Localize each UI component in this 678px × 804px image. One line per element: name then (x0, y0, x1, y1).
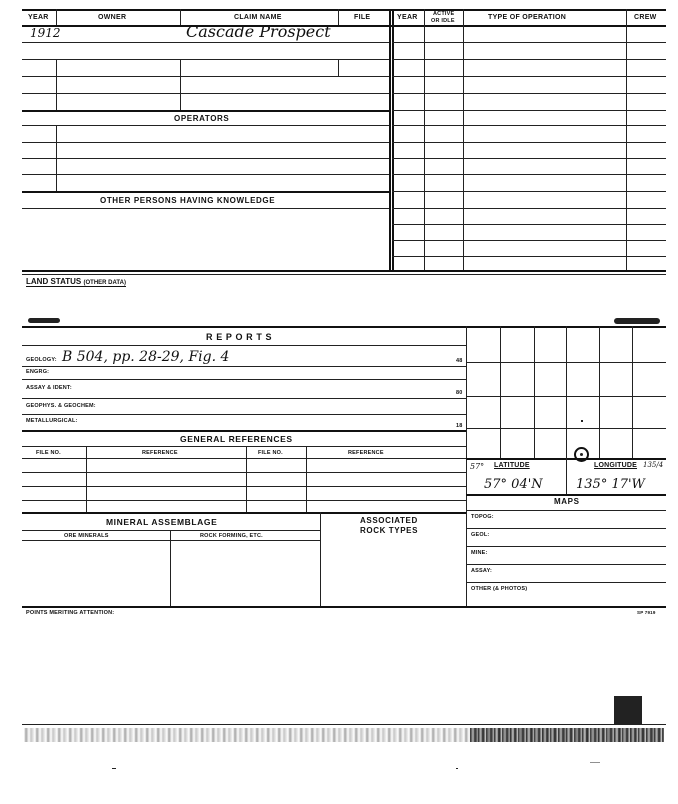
geophys-label: GEOPHYS. & GEOCHEM: (26, 403, 96, 409)
latitude-label: LATITUDE (494, 462, 530, 469)
col-owner: OWNER (98, 14, 127, 21)
rock-forming-label: ROCK FORMING, ETC. (200, 533, 263, 539)
col-file: FILE (354, 14, 371, 21)
metallurgical-code: 18 (456, 423, 463, 429)
general-references-heading: GENERAL REFERENCES (180, 434, 293, 444)
scan-speck (112, 768, 116, 769)
mineral-assemblage-heading: MINERAL ASSEMBLAGE (106, 517, 218, 527)
ref-reference-2: REFERENCE (348, 450, 384, 456)
rock-types-heading: ROCK TYPES (360, 526, 419, 535)
col-claim-name: CLAIM NAME (234, 14, 282, 21)
scan-noise-band-dark (470, 728, 664, 742)
points-meriting-attention: POINTS MERITING ATTENTION: (26, 610, 115, 616)
maps-heading: MAPS (554, 497, 580, 506)
col-year: YEAR (28, 14, 49, 21)
geology-label: GEOLOGY: (26, 357, 57, 363)
maps-topog-label: TOPOG: (471, 514, 494, 520)
scan-speck (590, 762, 600, 763)
maps-geol-label: GEOL: (471, 532, 490, 538)
engrg-label: ENGRG: (26, 369, 50, 375)
entry-claim-name: Cascade Prospect (186, 22, 331, 41)
ref-file-no-1: FILE NO. (36, 450, 61, 456)
scan-smudge (28, 318, 60, 323)
assay-code: 80 (456, 390, 463, 396)
maps-mine-label: MINE: (471, 550, 488, 556)
other-persons-heading: OTHER PERSONS HAVING KNOWLEDGE (100, 196, 276, 205)
ore-minerals-label: ORE MINERALS (64, 533, 109, 539)
col-crew: CREW (634, 14, 657, 21)
scan-smudge (614, 318, 660, 324)
longitude-note: 135/4 (643, 461, 664, 469)
maps-other-label: OTHER (& PHOTOS) (471, 586, 528, 592)
form-number: SP 7919 (637, 610, 656, 615)
col-type-of-operation: TYPE OF OPERATION (488, 14, 567, 21)
scan-speck (456, 768, 458, 769)
geology-code: 48 (456, 358, 463, 364)
col-active: ACTIVE (433, 11, 455, 17)
land-status-heading (26, 277, 126, 287)
land-status-label: LAND STATUS (26, 277, 82, 286)
location-dot (580, 453, 583, 456)
lat-prefix: 57° (470, 462, 485, 471)
grid-dot (581, 420, 583, 422)
longitude-value: 135° 17'W (576, 477, 645, 492)
col-year-right: YEAR (397, 14, 418, 21)
assay-label: ASSAY & IDENT: (26, 385, 72, 391)
geology-value: B 504, pp. 28-29, Fig. 4 (62, 349, 230, 365)
operators-heading: OPERATORS (174, 114, 230, 123)
ref-file-no-2: FILE NO. (258, 450, 283, 456)
ref-reference-1: REFERENCE (142, 450, 178, 456)
reports-heading: R E P O R T S (206, 332, 273, 342)
associated-heading: ASSOCIATED (360, 516, 418, 525)
maps-assay-label: ASSAY: (471, 568, 493, 574)
scan-block (614, 696, 642, 724)
col-or-idle: OR IDLE (431, 18, 455, 24)
latitude-value: 57° 04'N (484, 477, 543, 492)
land-status-sublabel: (OTHER DATA) (83, 280, 126, 286)
metallurgical-label: METALLURGICAL: (26, 418, 78, 424)
entry-year: 1912 (30, 26, 61, 40)
longitude-label: LONGITUDE (594, 462, 638, 469)
